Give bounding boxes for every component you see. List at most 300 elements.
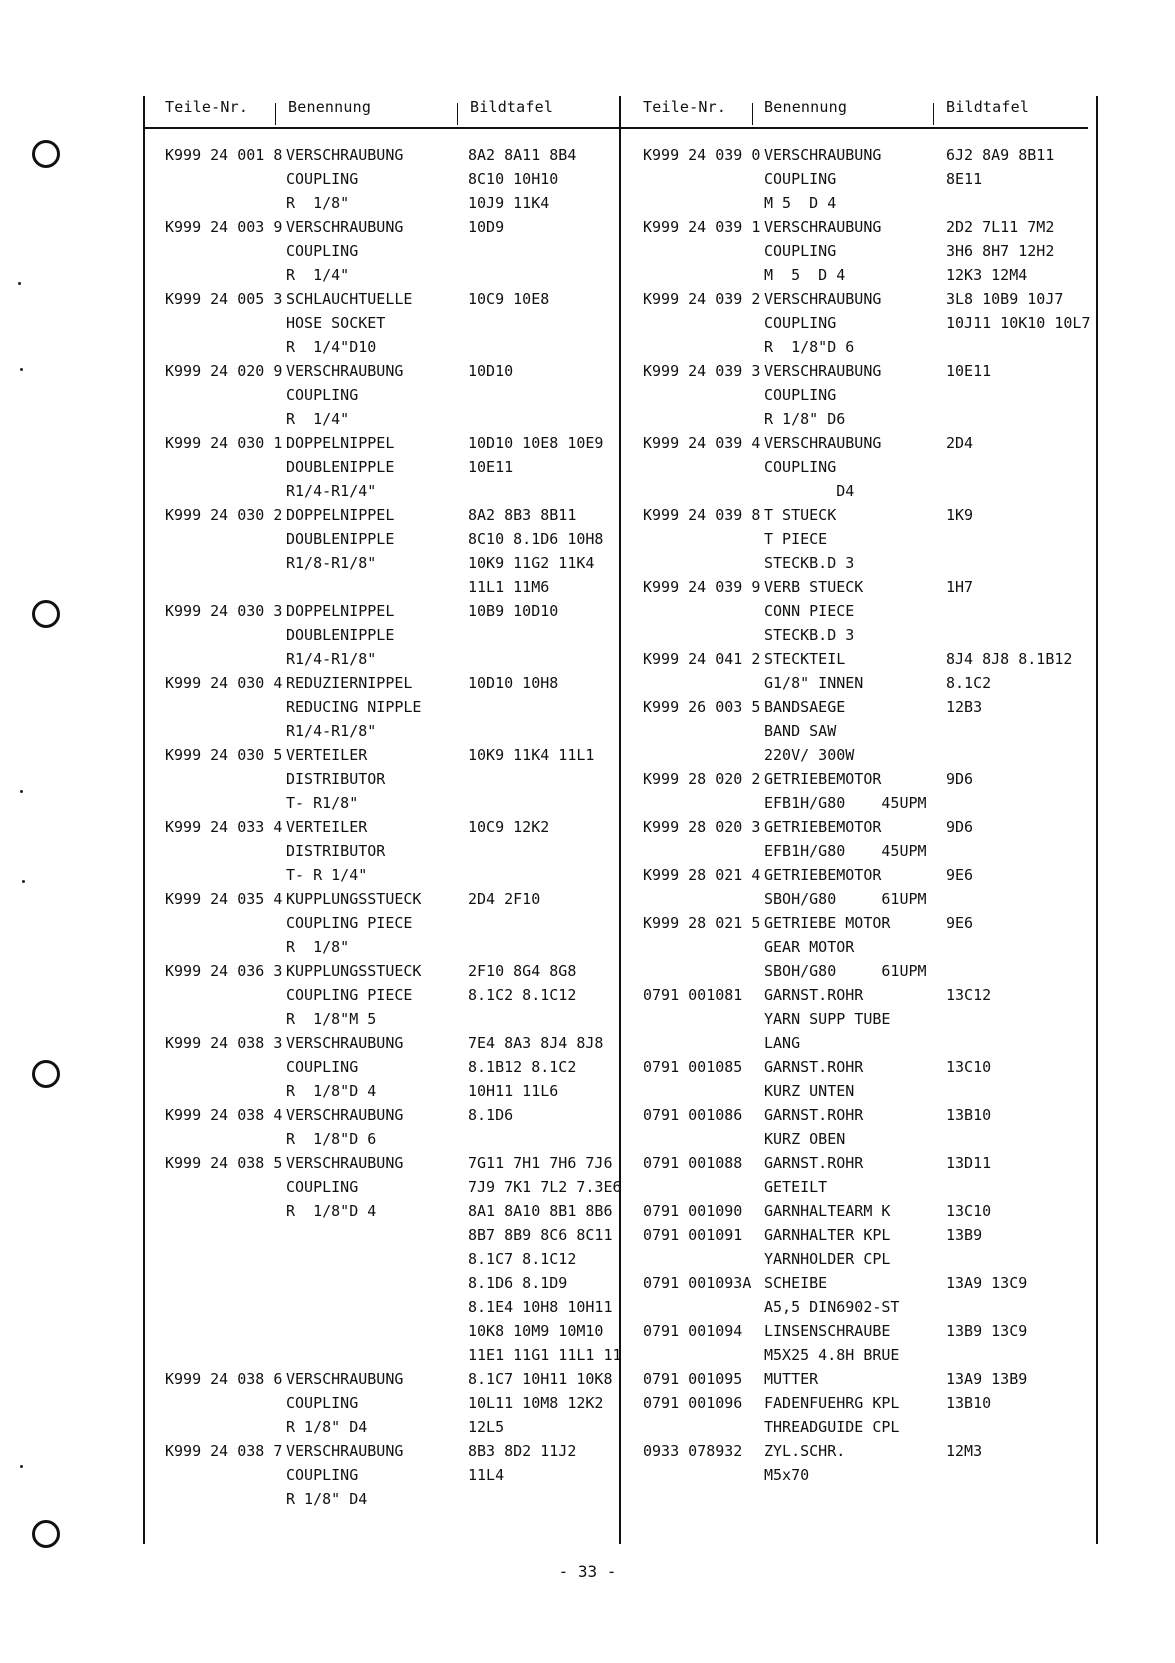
bildtafel-ref-line: 8A2 8B3 8B11 bbox=[468, 506, 577, 524]
part-name-line: CONN PIECE bbox=[764, 602, 855, 620]
bildtafel-ref-line: 2D4 2F10 bbox=[468, 890, 541, 908]
part-name-line: DOPPELNIPPEL bbox=[286, 434, 395, 452]
parts-row bbox=[165, 815, 628, 887]
part-name-line: DOPPELNIPPEL bbox=[286, 506, 395, 524]
bildtafel-refs bbox=[946, 1439, 1106, 1463]
parts-row bbox=[643, 863, 1106, 911]
part-number: K999 24 039 0 bbox=[643, 146, 761, 164]
part-name-line: R1/4-R1/8" bbox=[286, 722, 377, 740]
page-number: - 33 - bbox=[558, 1562, 617, 1581]
part-name-line: GETRIEBEMOTOR bbox=[764, 818, 882, 836]
part-name-line: GARNHALTEARM K bbox=[764, 1202, 891, 1220]
part-name-line: GARNST.ROHR bbox=[764, 1154, 864, 1172]
parts-row bbox=[643, 1319, 1106, 1367]
bildtafel-refs bbox=[468, 743, 628, 767]
scan-speck bbox=[18, 282, 21, 285]
bildtafel-ref-line: 1H7 bbox=[946, 578, 974, 596]
bildtafel-refs bbox=[468, 1031, 628, 1103]
header-separator bbox=[752, 103, 753, 125]
bildtafel-ref-line: 10K9 11G2 11K4 bbox=[468, 554, 595, 572]
bildtafel-ref-line: 7E4 8A3 8J4 8J8 bbox=[468, 1034, 604, 1052]
part-name-line bbox=[286, 575, 468, 599]
part-name bbox=[286, 671, 468, 743]
part-number: 0791 001085 bbox=[643, 1058, 743, 1076]
bildtafel-ref-line: 12M3 bbox=[946, 1442, 983, 1460]
parts-row bbox=[165, 599, 628, 671]
part-name-line: VERSCHRAUBUNG bbox=[286, 1034, 404, 1052]
part-name-line: VERSCHRAUBUNG bbox=[764, 218, 882, 236]
part-name-line: DISTRIBUTOR bbox=[286, 842, 386, 860]
part-number: 0791 001093A bbox=[643, 1274, 752, 1292]
part-name-line: R 1/4"D10 bbox=[286, 338, 377, 356]
bildtafel-ref-line: 7J9 7K1 7L2 7.3E6 bbox=[468, 1178, 622, 1196]
part-number: K999 24 030 5 bbox=[165, 746, 283, 764]
scan-speck bbox=[22, 880, 25, 883]
part-name bbox=[286, 887, 468, 959]
part-name-line: R1/4-R1/4" bbox=[286, 482, 377, 500]
part-name-line: YARN SUPP TUBE bbox=[764, 1010, 891, 1028]
bildtafel-refs bbox=[946, 215, 1106, 287]
part-name-line: EFB1H/G80 45UPM bbox=[764, 794, 927, 812]
part-name-line: M 5 D 4 bbox=[764, 194, 837, 212]
part-number: K999 24 038 6 bbox=[165, 1370, 283, 1388]
bildtafel-refs bbox=[946, 1391, 1106, 1415]
part-name-line: VERSCHRAUBUNG bbox=[764, 146, 882, 164]
part-number: K999 24 020 9 bbox=[165, 362, 283, 380]
bildtafel-refs bbox=[468, 599, 628, 623]
header-right-benennung: Benennung bbox=[764, 98, 848, 116]
bildtafel-ref-line: 8.1B12 8.1C2 bbox=[468, 1058, 577, 1076]
bildtafel-ref-line: 8J4 8J8 8.1B12 bbox=[946, 650, 1073, 668]
header-separator bbox=[457, 103, 458, 125]
part-name-line: G1/8" INNEN bbox=[764, 674, 864, 692]
bildtafel-refs bbox=[468, 215, 628, 239]
part-name-line bbox=[286, 1343, 468, 1367]
bildtafel-refs bbox=[468, 815, 628, 839]
header-separator bbox=[933, 103, 934, 125]
bildtafel-refs bbox=[946, 1151, 1106, 1175]
part-name-line: R 1/8" bbox=[286, 938, 350, 956]
part-number: K999 24 039 2 bbox=[643, 290, 761, 308]
part-name bbox=[764, 695, 946, 767]
part-name-line: LINSENSCHRAUBE bbox=[764, 1322, 891, 1340]
part-name-line: SCHLAUCHTUELLE bbox=[286, 290, 413, 308]
parts-row bbox=[643, 767, 1106, 815]
bildtafel-refs bbox=[946, 1103, 1106, 1127]
header-right-bildtafel: Bildtafel bbox=[946, 98, 1030, 116]
bildtafel-ref-line: 10C9 10E8 bbox=[468, 290, 550, 308]
bildtafel-refs bbox=[946, 287, 1106, 335]
part-name-line bbox=[286, 1247, 468, 1271]
punch-hole-2 bbox=[32, 600, 60, 628]
part-name bbox=[764, 863, 946, 911]
bildtafel-ref-line: 9D6 bbox=[946, 818, 974, 836]
part-name-line: COUPLING bbox=[764, 314, 837, 332]
part-name-line bbox=[286, 1295, 468, 1319]
parts-row bbox=[643, 1439, 1106, 1487]
part-number: K999 24 035 4 bbox=[165, 890, 283, 908]
bildtafel-ref-line: 10D9 bbox=[468, 218, 505, 236]
bildtafel-refs bbox=[468, 671, 628, 695]
bildtafel-ref-line: 10L11 10M8 12K2 bbox=[468, 1394, 604, 1412]
bildtafel-refs bbox=[468, 287, 628, 311]
bildtafel-refs bbox=[468, 1439, 628, 1487]
part-name bbox=[764, 1199, 946, 1223]
parts-row bbox=[643, 911, 1106, 983]
bildtafel-ref-line: 13B9 bbox=[946, 1226, 983, 1244]
bildtafel-ref-line: 8.1D6 bbox=[468, 1106, 514, 1124]
header-separator bbox=[275, 103, 276, 125]
bildtafel-ref-line: 10D10 bbox=[468, 362, 514, 380]
bildtafel-refs bbox=[468, 1367, 628, 1439]
bildtafel-ref-line: 10J9 11K4 bbox=[468, 194, 550, 212]
bildtafel-ref-line: 2D2 7L11 7M2 bbox=[946, 218, 1055, 236]
part-name-line: EFB1H/G80 45UPM bbox=[764, 842, 927, 860]
part-name-line: COUPLING bbox=[286, 1058, 359, 1076]
part-name-line: VERSCHRAUBUNG bbox=[286, 1442, 404, 1460]
part-name-line: SCHEIBE bbox=[764, 1274, 828, 1292]
bildtafel-refs bbox=[468, 503, 628, 599]
bildtafel-ref-line: 10K9 11K4 11L1 bbox=[468, 746, 595, 764]
part-name-line: KURZ OBEN bbox=[764, 1130, 846, 1148]
bildtafel-refs bbox=[946, 503, 1106, 527]
header-right-teile-nr: Teile-Nr. bbox=[643, 98, 727, 116]
part-number: K999 24 041 2 bbox=[643, 650, 761, 668]
part-name-line: SBOH/G80 61UPM bbox=[764, 890, 927, 908]
part-name bbox=[764, 1151, 946, 1199]
bildtafel-ref-line: 13B9 13C9 bbox=[946, 1322, 1028, 1340]
part-name-line: VERSCHRAUBUNG bbox=[286, 1370, 404, 1388]
bildtafel-ref-line: 13B10 bbox=[946, 1394, 992, 1412]
part-name-line: COUPLING PIECE bbox=[286, 914, 413, 932]
parts-row bbox=[643, 1151, 1106, 1199]
part-name bbox=[286, 1439, 468, 1511]
bildtafel-ref-line: 8C10 10H10 bbox=[468, 170, 559, 188]
part-name-line: FADENFUEHRG KPL bbox=[764, 1394, 900, 1412]
part-number: K999 24 033 4 bbox=[165, 818, 283, 836]
parts-row bbox=[643, 1199, 1106, 1223]
bildtafel-refs bbox=[946, 143, 1106, 191]
part-name-line: M5x70 bbox=[764, 1466, 810, 1484]
parts-row bbox=[165, 1439, 628, 1511]
parts-row bbox=[643, 287, 1106, 359]
part-name-line: COUPLING bbox=[286, 242, 359, 260]
parts-row bbox=[643, 695, 1106, 767]
bildtafel-refs bbox=[468, 359, 628, 383]
parts-row bbox=[643, 359, 1106, 431]
bildtafel-ref-line: 13C12 bbox=[946, 986, 992, 1004]
part-name-line: VERSCHRAUBUNG bbox=[286, 1154, 404, 1172]
part-number: K999 24 038 7 bbox=[165, 1442, 283, 1460]
header-left-bildtafel: Bildtafel bbox=[470, 98, 554, 116]
parts-row bbox=[165, 143, 628, 215]
bildtafel-ref-line: 9D6 bbox=[946, 770, 974, 788]
part-name-line: KUPPLUNGSSTUECK bbox=[286, 890, 422, 908]
part-name bbox=[764, 287, 946, 359]
bildtafel-ref-line: 8.1D6 8.1D9 bbox=[468, 1274, 568, 1292]
bildtafel-ref-line: 6J2 8A9 8B11 bbox=[946, 146, 1055, 164]
part-name bbox=[764, 1439, 946, 1487]
frame-left-line bbox=[143, 96, 145, 1544]
part-name-line: DOUBLENIPPLE bbox=[286, 626, 395, 644]
part-name-line: COUPLING bbox=[286, 1466, 359, 1484]
part-name-line: T- R 1/4" bbox=[286, 866, 368, 884]
bildtafel-ref-line: 8B7 8B9 8C6 8C11 bbox=[468, 1226, 613, 1244]
scan-speck bbox=[20, 790, 23, 793]
part-name bbox=[764, 1391, 946, 1439]
parts-row bbox=[643, 1271, 1106, 1319]
part-name-line: T PIECE bbox=[764, 530, 828, 548]
parts-row bbox=[165, 959, 628, 1031]
parts-row bbox=[165, 215, 628, 287]
part-name-line: COUPLING bbox=[764, 458, 837, 476]
part-number: K999 24 001 8 bbox=[165, 146, 283, 164]
parts-row bbox=[165, 887, 628, 959]
bildtafel-ref-line: 10C9 12K2 bbox=[468, 818, 550, 836]
part-name bbox=[286, 599, 468, 671]
bildtafel-ref-line: 10H11 11L6 bbox=[468, 1082, 559, 1100]
bildtafel-ref-line: 3L8 10B9 10J7 bbox=[946, 290, 1064, 308]
part-name-line: VERSCHRAUBUNG bbox=[764, 362, 882, 380]
parts-row bbox=[165, 359, 628, 431]
part-name-line: M5X25 4.8H BRUE bbox=[764, 1346, 900, 1364]
part-name-line: T- R1/8" bbox=[286, 794, 359, 812]
part-name-line bbox=[286, 1271, 468, 1295]
part-name bbox=[764, 983, 946, 1055]
part-name-line: KUPPLUNGSSTUECK bbox=[286, 962, 422, 980]
part-name-line: GARNHALTER KPL bbox=[764, 1226, 891, 1244]
part-number: K999 24 030 2 bbox=[165, 506, 283, 524]
bildtafel-refs bbox=[468, 887, 628, 911]
part-name bbox=[764, 503, 946, 575]
parts-row bbox=[643, 215, 1106, 287]
part-name-line: COUPLING bbox=[764, 386, 837, 404]
parts-row bbox=[165, 503, 628, 599]
bildtafel-refs bbox=[468, 143, 628, 215]
part-name-line: VERTEILER bbox=[286, 818, 368, 836]
part-name bbox=[764, 1223, 946, 1271]
part-number: K999 24 039 8 bbox=[643, 506, 761, 524]
part-name-line: R 1/8" D4 bbox=[286, 1418, 368, 1436]
part-name bbox=[764, 1103, 946, 1151]
bildtafel-ref-line: 8.1E4 10H8 10H11 bbox=[468, 1298, 613, 1316]
header-left-teile-nr: Teile-Nr. bbox=[165, 98, 249, 116]
part-number: K999 24 038 3 bbox=[165, 1034, 283, 1052]
bildtafel-ref-line: 9E6 bbox=[946, 914, 974, 932]
part-name-line: COUPLING bbox=[286, 1178, 359, 1196]
part-name-line: VERSCHRAUBUNG bbox=[286, 362, 404, 380]
part-name-line: SBOH/G80 61UPM bbox=[764, 962, 927, 980]
part-name-line: KURZ UNTEN bbox=[764, 1082, 855, 1100]
part-name-line bbox=[286, 1223, 468, 1247]
bildtafel-ref-line: 12B3 bbox=[946, 698, 983, 716]
bildtafel-ref-line: 10E11 bbox=[946, 362, 992, 380]
bildtafel-ref-line: 7G11 7H1 7H6 7J6 bbox=[468, 1154, 613, 1172]
bildtafel-ref-line: 13A9 13B9 bbox=[946, 1370, 1028, 1388]
part-number: K999 28 020 2 bbox=[643, 770, 761, 788]
part-number: K999 24 038 5 bbox=[165, 1154, 283, 1172]
parts-row bbox=[165, 743, 628, 815]
part-name-line: COUPLING bbox=[764, 242, 837, 260]
part-number: 0791 001081 bbox=[643, 986, 743, 1004]
part-name-line: GETRIEBE MOTOR bbox=[764, 914, 891, 932]
bildtafel-ref-line: 8A2 8A11 8B4 bbox=[468, 146, 577, 164]
parts-row bbox=[165, 431, 628, 503]
part-name-line: VERSCHRAUBUNG bbox=[286, 146, 404, 164]
bildtafel-refs bbox=[946, 359, 1106, 383]
part-name bbox=[286, 959, 468, 1031]
parts-row bbox=[165, 287, 628, 359]
part-name bbox=[764, 911, 946, 983]
part-name-line: YARNHOLDER CPL bbox=[764, 1250, 891, 1268]
part-name bbox=[286, 143, 468, 215]
bildtafel-ref-line: 10D10 10E8 10E9 bbox=[468, 434, 604, 452]
bildtafel-refs bbox=[946, 1271, 1106, 1295]
bildtafel-refs bbox=[468, 1151, 628, 1367]
bildtafel-ref-line: 11L4 bbox=[468, 1466, 505, 1484]
part-name-line: GETEILT bbox=[764, 1178, 828, 1196]
scan-speck bbox=[20, 368, 23, 371]
part-name bbox=[286, 1151, 468, 1367]
parts-row bbox=[165, 1151, 628, 1367]
part-name-line: DISTRIBUTOR bbox=[286, 770, 386, 788]
part-name-line: MUTTER bbox=[764, 1370, 819, 1388]
part-name-line: R 1/8"D 4 bbox=[286, 1202, 377, 1220]
part-name-line: DOPPELNIPPEL bbox=[286, 602, 395, 620]
parts-row bbox=[643, 1055, 1106, 1103]
parts-row bbox=[165, 671, 628, 743]
part-number: K999 24 005 3 bbox=[165, 290, 283, 308]
part-name-line: GARNST.ROHR bbox=[764, 1106, 864, 1124]
parts-row bbox=[643, 503, 1106, 575]
parts-row bbox=[643, 1391, 1106, 1439]
part-name-line: VERSCHRAUBUNG bbox=[764, 434, 882, 452]
punch-hole-4 bbox=[32, 1520, 60, 1548]
part-name-line: D4 bbox=[764, 482, 855, 500]
part-number: 0933 078932 bbox=[643, 1442, 743, 1460]
bildtafel-ref-line: 8C10 8.1D6 10H8 bbox=[468, 530, 604, 548]
part-number: 0791 001094 bbox=[643, 1322, 743, 1340]
part-name bbox=[286, 215, 468, 287]
part-number: K999 24 003 9 bbox=[165, 218, 283, 236]
part-number: 0791 001091 bbox=[643, 1226, 743, 1244]
part-name bbox=[286, 743, 468, 815]
part-name-line: COUPLING bbox=[764, 170, 837, 188]
bildtafel-refs bbox=[946, 911, 1106, 935]
bildtafel-refs bbox=[468, 431, 628, 479]
part-name-line: GARNST.ROHR bbox=[764, 986, 864, 1004]
bildtafel-ref-line: 8A1 8A10 8B1 8B6 bbox=[468, 1202, 613, 1220]
bildtafel-ref-line: 11E1 11G1 11L1 11 bbox=[468, 1346, 622, 1364]
part-number: K999 24 039 9 bbox=[643, 578, 761, 596]
bildtafel-refs bbox=[946, 1223, 1106, 1247]
bildtafel-refs bbox=[946, 983, 1106, 1007]
part-name-line: COUPLING bbox=[286, 386, 359, 404]
part-name-line: R 1/8"D 4 bbox=[286, 1082, 377, 1100]
part-name-line: BAND SAW bbox=[764, 722, 837, 740]
part-name bbox=[764, 647, 946, 695]
parts-row bbox=[165, 1031, 628, 1103]
part-name bbox=[764, 1319, 946, 1367]
part-name-line: COUPLING bbox=[286, 170, 359, 188]
bildtafel-refs bbox=[946, 863, 1106, 887]
part-name bbox=[764, 1055, 946, 1103]
part-number: 0791 001090 bbox=[643, 1202, 743, 1220]
bildtafel-ref-line: 13B10 bbox=[946, 1106, 992, 1124]
bildtafel-refs bbox=[946, 575, 1106, 599]
bildtafel-refs bbox=[946, 695, 1106, 719]
part-name bbox=[286, 287, 468, 359]
bildtafel-refs bbox=[946, 431, 1106, 455]
part-name-line: COUPLING PIECE bbox=[286, 986, 413, 1004]
bildtafel-ref-line: 1K9 bbox=[946, 506, 974, 524]
part-name-line: COUPLING bbox=[286, 1394, 359, 1412]
bildtafel-ref-line: 10B9 10D10 bbox=[468, 602, 559, 620]
bildtafel-ref-line: 2D4 bbox=[946, 434, 974, 452]
part-name-line: GEAR MOTOR bbox=[764, 938, 855, 956]
parts-row bbox=[643, 431, 1106, 503]
part-name bbox=[286, 1103, 468, 1151]
bildtafel-ref-line: 10D10 10H8 bbox=[468, 674, 559, 692]
part-name-line: STECKTEIL bbox=[764, 650, 846, 668]
bildtafel-refs bbox=[946, 1055, 1106, 1079]
part-name-line: LANG bbox=[764, 1034, 801, 1052]
header-rule bbox=[143, 127, 1088, 129]
bildtafel-ref-line: 13D11 bbox=[946, 1154, 992, 1172]
bildtafel-ref-line: 8.1C7 8.1C12 bbox=[468, 1250, 577, 1268]
bildtafel-refs bbox=[946, 767, 1106, 791]
bildtafel-ref-line: 2F10 8G4 8G8 bbox=[468, 962, 577, 980]
bildtafel-ref-line: 12L5 bbox=[468, 1418, 505, 1436]
part-name-line: REDUCING NIPPLE bbox=[286, 698, 422, 716]
part-name-line: R 1/8"M 5 bbox=[286, 1010, 377, 1028]
part-name bbox=[764, 575, 946, 647]
parts-row bbox=[643, 1367, 1106, 1391]
header-left-benennung: Benennung bbox=[288, 98, 372, 116]
part-name-line: R 1/8"D 6 bbox=[764, 338, 855, 356]
punch-hole-1 bbox=[32, 140, 60, 168]
bildtafel-refs bbox=[946, 1199, 1106, 1223]
part-number: K999 24 030 3 bbox=[165, 602, 283, 620]
part-number: K999 24 030 4 bbox=[165, 674, 283, 692]
parts-row bbox=[643, 815, 1106, 863]
part-name bbox=[764, 359, 946, 431]
bildtafel-ref-line: 13A9 13C9 bbox=[946, 1274, 1028, 1292]
part-name-line: REDUZIERNIPPEL bbox=[286, 674, 413, 692]
parts-row bbox=[643, 983, 1106, 1055]
part-number: K999 24 039 1 bbox=[643, 218, 761, 236]
part-name-line: R 1/4" bbox=[286, 410, 350, 428]
part-number: K999 24 039 3 bbox=[643, 362, 761, 380]
bildtafel-ref-line: 10K8 10M9 10M10 bbox=[468, 1322, 604, 1340]
part-name-line: STECKB.D 3 bbox=[764, 626, 855, 644]
part-name bbox=[764, 767, 946, 815]
bildtafel-refs bbox=[468, 1103, 628, 1127]
bildtafel-ref-line: 11L1 11M6 bbox=[468, 578, 550, 596]
part-name bbox=[764, 1271, 946, 1319]
part-name-line: VERTEILER bbox=[286, 746, 368, 764]
part-name-line: R1/8-R1/8" bbox=[286, 554, 377, 572]
part-name-line: DOUBLENIPPLE bbox=[286, 458, 395, 476]
part-name-line: GETRIEBEMOTOR bbox=[764, 770, 882, 788]
parts-row bbox=[165, 1367, 628, 1439]
left-parts-column bbox=[165, 143, 628, 1511]
part-number: 0791 001096 bbox=[643, 1394, 743, 1412]
part-name bbox=[286, 359, 468, 431]
part-name-line: R 1/8"D 6 bbox=[286, 1130, 377, 1148]
right-parts-column bbox=[643, 143, 1106, 1487]
part-name bbox=[286, 431, 468, 503]
